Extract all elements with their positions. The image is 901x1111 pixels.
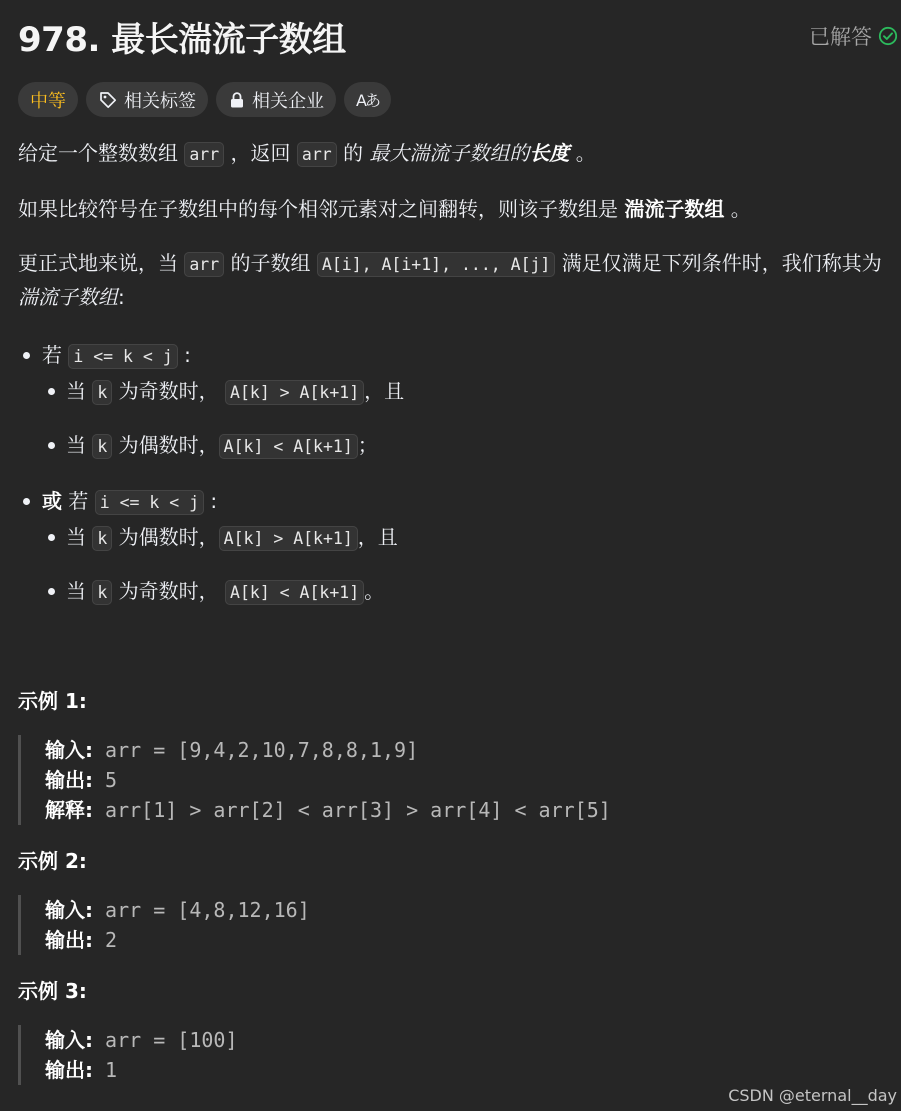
text: 为偶数时， — [118, 433, 219, 457]
output-value: 2 — [105, 928, 118, 952]
inline-code: arr — [297, 142, 337, 167]
example-title: 示例 2: — [18, 849, 87, 873]
output-label: 输出: — [45, 768, 93, 792]
inline-code: A[k] < A[k+1] — [225, 580, 364, 605]
difficulty-badge[interactable]: 中等 — [18, 82, 78, 117]
output-value: 5 — [105, 768, 118, 792]
inline-code: A[k] > A[k+1] — [225, 380, 364, 405]
text: 当 — [66, 379, 86, 403]
emphasis-text: 湍流子数组 — [18, 285, 118, 309]
text: 为奇数时， — [118, 579, 219, 603]
inline-code: A[i], A[i+1], ..., A[j] — [317, 252, 555, 277]
example-input-line — [45, 1025, 888, 1055]
problem-description — [18, 14, 888, 1085]
text: : — [210, 489, 218, 513]
text: 给定一个整数数组 — [18, 141, 178, 165]
description-paragraph-1 — [18, 137, 888, 171]
inline-code: k — [92, 580, 112, 605]
lock-icon — [228, 91, 246, 109]
text: 为偶数时， — [118, 525, 219, 549]
watermark: CSDN @eternal__day — [728, 1086, 897, 1105]
example-output-line — [45, 765, 888, 795]
problem-header — [18, 14, 888, 58]
inline-code: A[k] > A[k+1] — [219, 526, 358, 551]
input-label: 输入: — [45, 738, 93, 762]
related-tags-button[interactable] — [86, 82, 208, 117]
output-label: 输出: — [45, 1058, 93, 1082]
sub-condition-item — [42, 429, 888, 463]
input-label: 输入: — [45, 898, 93, 922]
description-paragraph-2 — [18, 193, 888, 225]
explain-value: arr[1] > arr[2] < arr[3] > arr[4] < arr[5] — [105, 798, 611, 822]
sub-condition-item — [42, 375, 888, 409]
problem-title[interactable]: 978. 最长湍流子数组 — [18, 19, 346, 60]
text: ； — [357, 433, 378, 457]
related-companies-button[interactable] — [216, 82, 336, 117]
example-title: 示例 1: — [18, 689, 87, 713]
solved-status — [809, 21, 898, 51]
inline-code: i <= k < j — [68, 344, 177, 369]
condition-item — [18, 339, 888, 463]
strong-text: 长度 — [529, 141, 570, 165]
example-title: 示例 3: — [18, 979, 87, 1003]
check-circle-icon — [878, 26, 898, 46]
strong-text: 或 — [42, 489, 62, 513]
solved-label: 已解答 — [809, 25, 872, 49]
text: 更正式地来说，当 — [18, 251, 178, 275]
tag-icon — [98, 90, 118, 110]
text: 当 — [66, 579, 86, 603]
inline-code: arr — [184, 252, 224, 277]
condition-list — [18, 339, 888, 609]
example-block — [18, 895, 888, 955]
text: 如果比较符号在子数组中的每个相邻元素对之间翻转，则该子数组是 — [18, 197, 618, 221]
text: 。 — [364, 579, 385, 603]
text: 当 — [66, 525, 86, 549]
tag-bar — [18, 82, 888, 117]
example-block — [18, 735, 888, 825]
text: 。 — [730, 197, 751, 221]
sub-condition-item — [42, 575, 888, 609]
related-companies-label: 相关企业 — [252, 90, 324, 112]
inline-code: k — [92, 380, 112, 405]
sub-condition-list — [42, 375, 888, 463]
text: ，且 — [357, 525, 398, 549]
sub-condition-list — [42, 521, 888, 609]
text: 。 — [575, 141, 596, 165]
example-output-line — [45, 1055, 888, 1085]
inline-code: arr — [184, 142, 224, 167]
condition-item — [18, 485, 888, 609]
example-output-line — [45, 925, 888, 955]
text: 满足仅满足下列条件时，我们称其为 — [561, 251, 882, 275]
text: 的子数组 — [230, 251, 311, 275]
inline-code: i <= k < j — [95, 490, 204, 515]
example-input-line — [45, 735, 888, 765]
inline-code: k — [92, 526, 112, 551]
example-explain-line — [45, 795, 888, 825]
strong-text: 湍流子数组 — [624, 197, 725, 221]
text: 的 — [343, 141, 364, 165]
output-value: 1 — [105, 1058, 118, 1082]
text: 当 — [66, 433, 86, 457]
text: 若 — [42, 343, 62, 367]
related-tags-label: 相关标签 — [124, 90, 196, 112]
font-toggle-button[interactable] — [344, 82, 391, 117]
sub-condition-item — [42, 521, 888, 555]
translate-icon: Aあ — [356, 91, 379, 110]
output-label: 输出: — [45, 928, 93, 952]
explain-label: 解释: — [45, 798, 93, 822]
text: ，且 — [364, 379, 405, 403]
input-label: 输入: — [45, 1028, 93, 1052]
text: 为奇数时， — [118, 379, 219, 403]
inline-code: A[k] < A[k+1] — [219, 434, 358, 459]
emphasis-text: 最大湍流子数组的 — [369, 141, 530, 165]
example-block — [18, 1025, 888, 1085]
input-value: arr = [9,4,2,10,7,8,8,1,9] — [105, 738, 419, 762]
description-paragraph-3 — [18, 247, 888, 313]
input-value: arr = [100] — [105, 1028, 238, 1052]
inline-code: k — [92, 434, 112, 459]
text: : — [118, 285, 125, 309]
input-value: arr = [4,8,12,16] — [105, 898, 310, 922]
example-input-line — [45, 895, 888, 925]
text: 若 — [68, 489, 89, 513]
text: : — [184, 343, 191, 367]
text: ，返回 — [230, 141, 291, 165]
